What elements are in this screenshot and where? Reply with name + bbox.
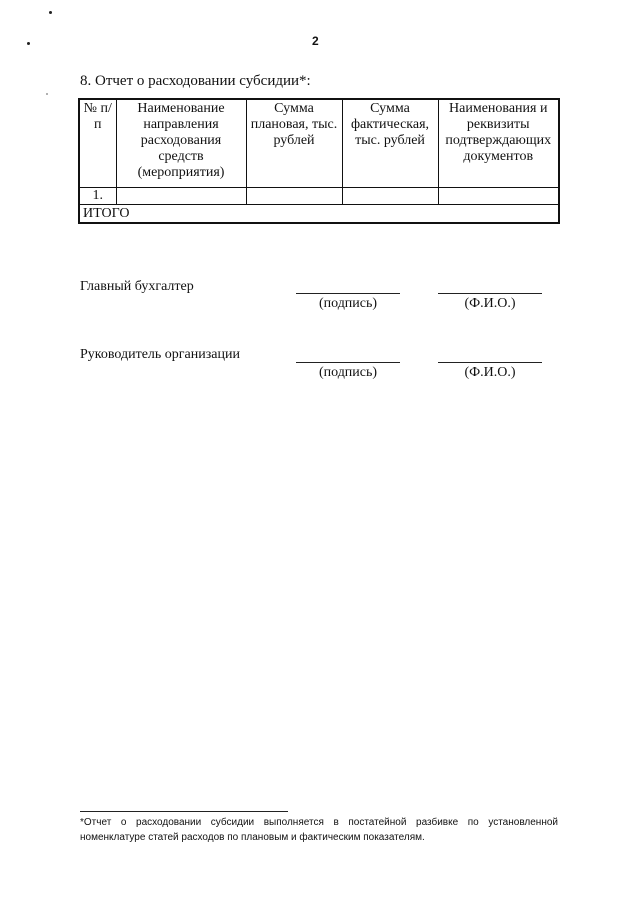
- footnote: *Отчет о расходовании субсидии выполняется в постатейной разбивке по установленной номенклатуре статей расходов по плановым и фактическим показателям.: [80, 817, 558, 843]
- signature-line: [296, 293, 400, 294]
- name-caption: (Ф.И.О.): [464, 296, 516, 311]
- table-header-row: [79, 99, 559, 187]
- column-header-number: № п/п: [79, 99, 116, 187]
- chief-accountant-label: Главный бухгалтер: [80, 279, 194, 294]
- name-line: [438, 362, 542, 363]
- row-number-cell: 1.: [79, 187, 116, 204]
- column-header-documents: Наименования и реквизиты подтверждающих документов: [438, 99, 559, 187]
- signature-caption: (подпись): [318, 296, 378, 311]
- direction-cell: [116, 187, 246, 204]
- footnote-divider: [80, 811, 288, 812]
- table-row: [79, 187, 559, 204]
- page-number: 2: [312, 34, 319, 48]
- scan-speck: [49, 11, 52, 14]
- documents-cell: [438, 187, 559, 204]
- column-header-direction: Наименование направления расходования средств (мероприятия): [116, 99, 246, 187]
- scan-speck: [27, 42, 30, 45]
- expense-report-table: [78, 98, 560, 224]
- scan-speck: [46, 93, 48, 95]
- total-label: ИТОГО: [79, 204, 559, 223]
- column-header-actual-sum: Сумма фактическая, тыс. рублей: [342, 99, 438, 187]
- name-caption: (Ф.И.О.): [464, 365, 516, 380]
- name-line: [438, 293, 542, 294]
- actual-sum-cell: [342, 187, 438, 204]
- signature-line: [296, 362, 400, 363]
- total-row: [79, 204, 559, 223]
- section-title: 8. Отчет о расходовании субсидии*:: [80, 73, 311, 89]
- director-label: Руководитель организации: [80, 347, 240, 362]
- column-header-planned-sum: Сумма плановая, тыс. рублей: [246, 99, 342, 187]
- planned-sum-cell: [246, 187, 342, 204]
- signature-caption: (подпись): [318, 365, 378, 380]
